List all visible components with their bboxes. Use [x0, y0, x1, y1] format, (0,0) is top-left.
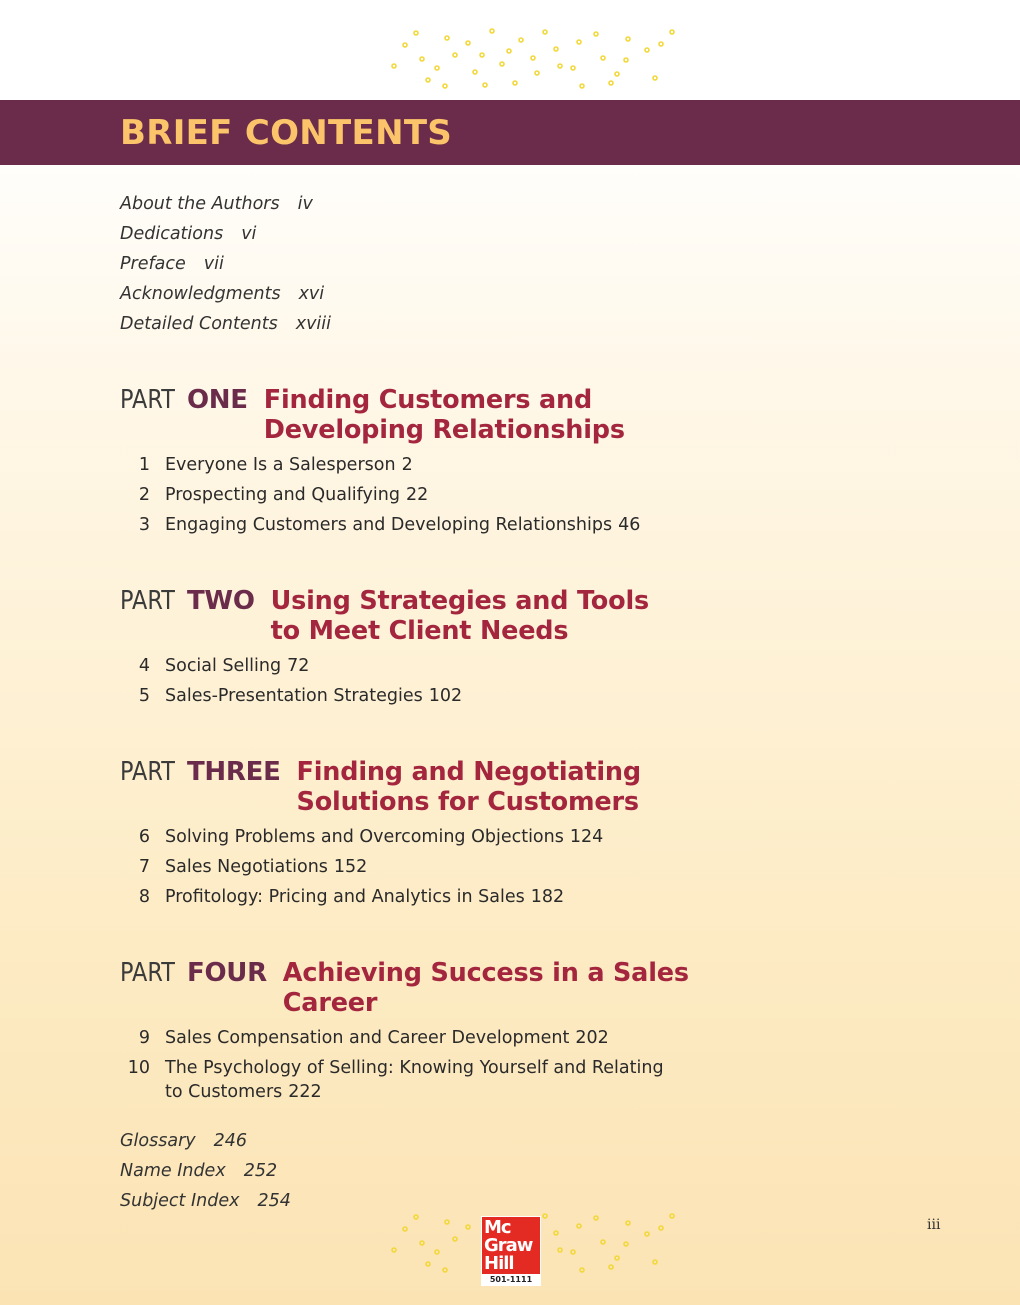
chapter-number: 8 [138, 887, 150, 907]
part-title-line: Career [282, 988, 378, 1018]
chapter-page: 102 [428, 686, 463, 706]
part-title [271, 586, 649, 646]
part-title [264, 385, 625, 445]
front-matter-item[interactable] [120, 312, 331, 342]
part-title [297, 757, 641, 817]
part-title [283, 958, 689, 1018]
entry-title: Name Index [120, 1161, 226, 1181]
chapter-title: Sales Compensation and Career Development [165, 1028, 570, 1048]
part-one-section [120, 385, 685, 543]
entry-title: Detailed Contents [120, 314, 278, 334]
chapter-title: Profitology: Pricing and Analytics in Sales [165, 887, 525, 907]
chapter-number: 1 [138, 455, 150, 475]
chapter-title: Sales Negotiations [165, 857, 328, 877]
entry-title: Preface [120, 254, 186, 274]
chapter-page: 222 [288, 1082, 322, 1102]
part-label: PART [120, 757, 175, 787]
chapter-number: 6 [138, 827, 150, 847]
chapter-number: 10 [127, 1058, 150, 1078]
chapter-title: The Psychology of Selling: Knowing Yourself and Relating to Customers [165, 1058, 664, 1102]
part-two-section [120, 586, 685, 714]
part-title-line: Developing Relationships [263, 415, 625, 445]
chapter-entry[interactable] [120, 825, 685, 849]
chapter-page: 46 [618, 515, 641, 535]
chapter-list [120, 1026, 689, 1104]
logo-text: Hill [484, 1253, 514, 1274]
part-label: PART [120, 385, 175, 415]
part-label: PART [120, 958, 175, 988]
part-title-line: Finding and Negotiating [296, 757, 641, 787]
chapter-number: 7 [138, 857, 150, 877]
entry-page: vi [241, 224, 257, 244]
chapter-page: 2 [401, 455, 413, 475]
part-title-line: Achieving Success in a Sales [282, 958, 689, 988]
entry-title: Dedications [120, 224, 224, 244]
chapter-list [120, 825, 685, 909]
chapter-title: Engaging Customers and Developing Relationships [165, 515, 613, 535]
part-heading[interactable] [120, 958, 689, 1018]
chapter-title: Prospecting and Qualifying [165, 485, 400, 505]
chapter-title: Solving Problems and Overcoming Objections [165, 827, 564, 847]
part-title-line: Solutions for Customers [296, 787, 639, 817]
chapter-number: 3 [138, 515, 150, 535]
front-matter-item[interactable] [120, 222, 331, 252]
part-title-line: Using Strategies and Tools [270, 586, 649, 616]
chapter-title: Sales-Presentation Strategies [165, 686, 423, 706]
entry-page: 252 [243, 1161, 278, 1181]
chapter-entry[interactable] [120, 654, 685, 678]
entry-page: 254 [257, 1191, 291, 1211]
part-three-section [120, 757, 685, 915]
chapter-list [120, 654, 685, 708]
chapter-entry[interactable] [120, 1056, 689, 1104]
chapter-number: 9 [138, 1028, 150, 1048]
chapter-entry[interactable] [120, 684, 685, 708]
chapter-number: 4 [138, 656, 150, 676]
part-title-line: Finding Customers and [263, 385, 592, 415]
chapter-list [120, 453, 685, 537]
chapter-page: 22 [405, 485, 429, 505]
entry-page: iv [297, 194, 313, 214]
front-matter-list [120, 192, 331, 342]
chapter-page: 72 [287, 656, 310, 676]
chapter-entry[interactable] [120, 513, 685, 537]
chapter-number: 5 [138, 686, 150, 706]
entry-title: About the Authors [120, 194, 280, 214]
back-matter-item[interactable] [120, 1129, 291, 1159]
logo-text: Graw [484, 1235, 533, 1256]
chapter-entry[interactable] [120, 483, 685, 507]
chapter-page: 182 [530, 887, 565, 907]
chapter-entry[interactable] [120, 1026, 689, 1050]
back-matter-list [120, 1129, 291, 1219]
entry-page: xvi [298, 284, 325, 304]
front-matter-item[interactable] [120, 192, 331, 222]
part-four-section [120, 958, 689, 1110]
part-number: THREE [187, 757, 281, 787]
logo-code: 501-1111 [482, 1274, 540, 1285]
entry-page: xviii [295, 314, 332, 334]
chapter-page: 152 [333, 857, 368, 877]
entry-title: Acknowledgments [120, 284, 281, 304]
entry-page: vii [203, 254, 224, 274]
part-heading[interactable] [120, 586, 685, 646]
front-matter-item[interactable] [120, 282, 331, 312]
chapter-title: Social Selling [165, 656, 282, 676]
chapter-entry[interactable] [120, 855, 685, 879]
part-label: PART [120, 586, 175, 616]
back-matter-item[interactable] [120, 1159, 291, 1189]
entry-title: Subject Index [120, 1191, 240, 1211]
part-heading[interactable] [120, 757, 685, 817]
entry-page: 246 [213, 1131, 248, 1151]
part-number: ONE [187, 385, 248, 415]
part-heading[interactable] [120, 385, 685, 445]
chapter-number: 2 [138, 485, 150, 505]
header-band [0, 100, 1020, 165]
entry-title: Glossary [120, 1131, 196, 1151]
part-title-line: to Meet Client Needs [270, 616, 569, 646]
part-number: TWO [187, 586, 255, 616]
chapter-page: 124 [569, 827, 604, 847]
chapter-entry[interactable] [120, 885, 685, 909]
chapter-page: 202 [575, 1028, 609, 1048]
chapter-title: Everyone Is a Salesperson [165, 455, 396, 475]
logo-text: Mc [484, 1217, 511, 1238]
mcgraw-hill-logo [481, 1216, 541, 1286]
dot-pattern-icon [385, 28, 675, 90]
back-matter-item[interactable] [120, 1189, 291, 1219]
decorative-dots-top [385, 28, 675, 90]
page-number: iii [927, 1217, 941, 1233]
chapter-entry[interactable] [120, 453, 685, 477]
page-title: BRIEF CONTENTS [120, 113, 453, 153]
part-number: FOUR [187, 958, 267, 988]
front-matter-item[interactable] [120, 252, 331, 282]
